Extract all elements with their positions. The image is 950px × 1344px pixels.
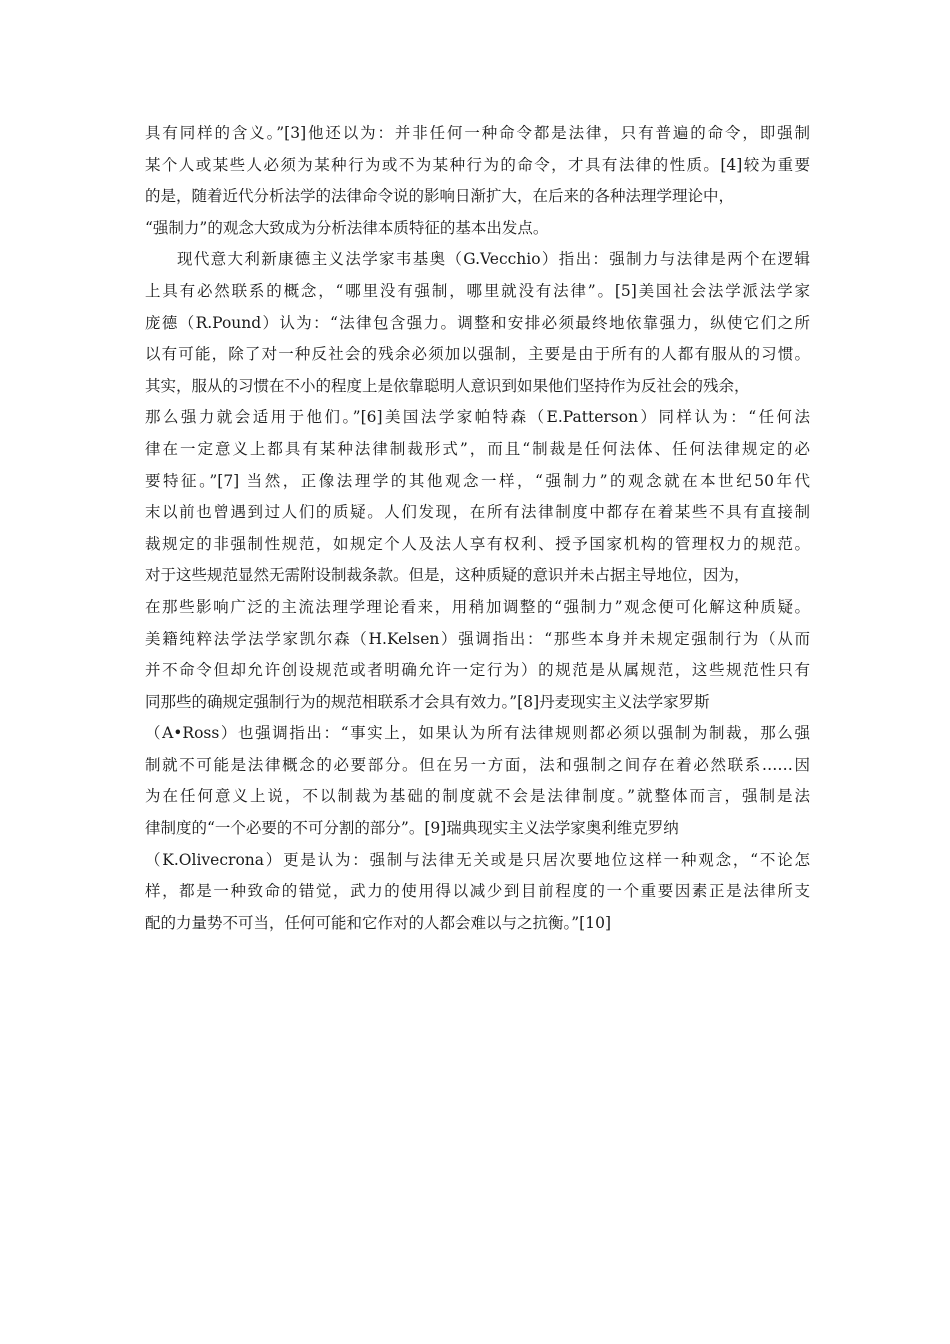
text-line: 的是，随着近代分析法学的法律命令说的影响日渐扩大，在后来的各种法理学理论中， (145, 187, 735, 206)
text-line: 某个人或某些人必须为某种行为或不为某种行为的命令，才具有法律的性质。[4]较为重要 (145, 155, 810, 174)
text-line: 样，都是一种致命的错觉，武力的使用得以减少到目前程度的一个重要因素正是法律所支 (145, 882, 810, 901)
text-line: 在那些影响广泛的主流法理学理论看来，用稍加调整的“强制力”观念便可化解这种质疑。 (145, 597, 810, 616)
text-line: 律在一定意义上都具有某种法律制裁形式”，而且“制裁是任何法体、任何法律规定的必 (145, 439, 810, 458)
paragraph-1 (145, 118, 810, 244)
text-line: （A•Ross）也强调指出：“事实上，如果认为所有法律规则都必须以强制为制裁，那么强 (145, 724, 810, 743)
paragraph-2 (145, 244, 810, 939)
text-line: 对于这些规范显然无需附设制裁条款。但是，这种质疑的意识并未占据主导地位，因为， (145, 566, 750, 585)
text-line: 并不命令但却允许创设规范或者明确允许一定行为）的规范是从属规范，这些规范性只有 (145, 661, 810, 680)
text-line: 为在任何意义上说，不以制裁为基础的制度就不会是法律制度。”就整体而言，强制是法 (145, 787, 810, 806)
text-line: （K.Olivecrona）更是认为：强制与法律无关或是只居次要地位这样一种观念，“不论怎 (145, 850, 810, 869)
text-line: 具有同样的含义。”[3]他还以为：并非任何一种命令都是法律，只有普遍的命令，即强制 (145, 124, 810, 142)
text-line: 末以前也曾遇到过人们的质疑。人们发现，在所有法律制度中都存在着某些不具有直接制 (145, 503, 810, 522)
text-line: 制就不可能是法律概念的必要部分。但在另一方面，法和强制之间存在着必然联系……因 (145, 755, 810, 774)
text-line: 律制度的“一个必要的不可分割的部分”。[9]瑞典现实主义法学家奥利维克罗纳 (145, 819, 679, 838)
text-line: 现代意大利新康德主义法学家韦基奥（G.Vecchio）指出：强制力与法律是两个在逻辑 (177, 250, 810, 269)
document-page (145, 118, 810, 939)
text-line: 配的力量势不可当，任何可能和它作对的人都会难以与之抗衡。”[10] (145, 913, 611, 932)
text-line: 那么强力就会适用于他们。”[6]美国法学家帕特森（E.Patterson）同样认为：“任何法 (145, 408, 810, 427)
text-line: 庞德（R.Pound）认为：“法律包含强力。调整和安排必须最终地依靠强力，纵使它们之所 (145, 313, 810, 332)
text-line: 上具有必然联系的概念，“哪里没有强制，哪里就没有法律”。[5]美国社会法学派法学家 (145, 281, 810, 300)
text-line: 其实，服从的习惯在不小的程度上是依靠聪明人意识到如果他们坚持作为反社会的残余， (145, 376, 750, 395)
text-line: “强制力”的观念大致成为分析法律本质特征的基本出发点。 (145, 218, 549, 237)
text-line: 美籍纯粹法学法学家凯尔森（H.Kelsen）强调指出：“那些本身并未规定强制行为（从而 (145, 629, 810, 648)
text-line: 以有可能，除了对一种反社会的残余必须加以强制，主要是由于所有的人都有服从的习惯。 (145, 345, 810, 364)
text-line: 要特征。”[7] 当然，正像法理学的其他观念一样，“强制力”的观念就在本世纪50年代 (145, 471, 810, 490)
text-line: 同那些的确规定强制行为的规范相联系才会具有效力。”[8]丹麦现实主义法学家罗斯 (145, 692, 710, 711)
text-line: 裁规定的非强制性规范，如规定个人及法人享有权利、授予国家机构的管理权力的规范。 (145, 534, 810, 553)
